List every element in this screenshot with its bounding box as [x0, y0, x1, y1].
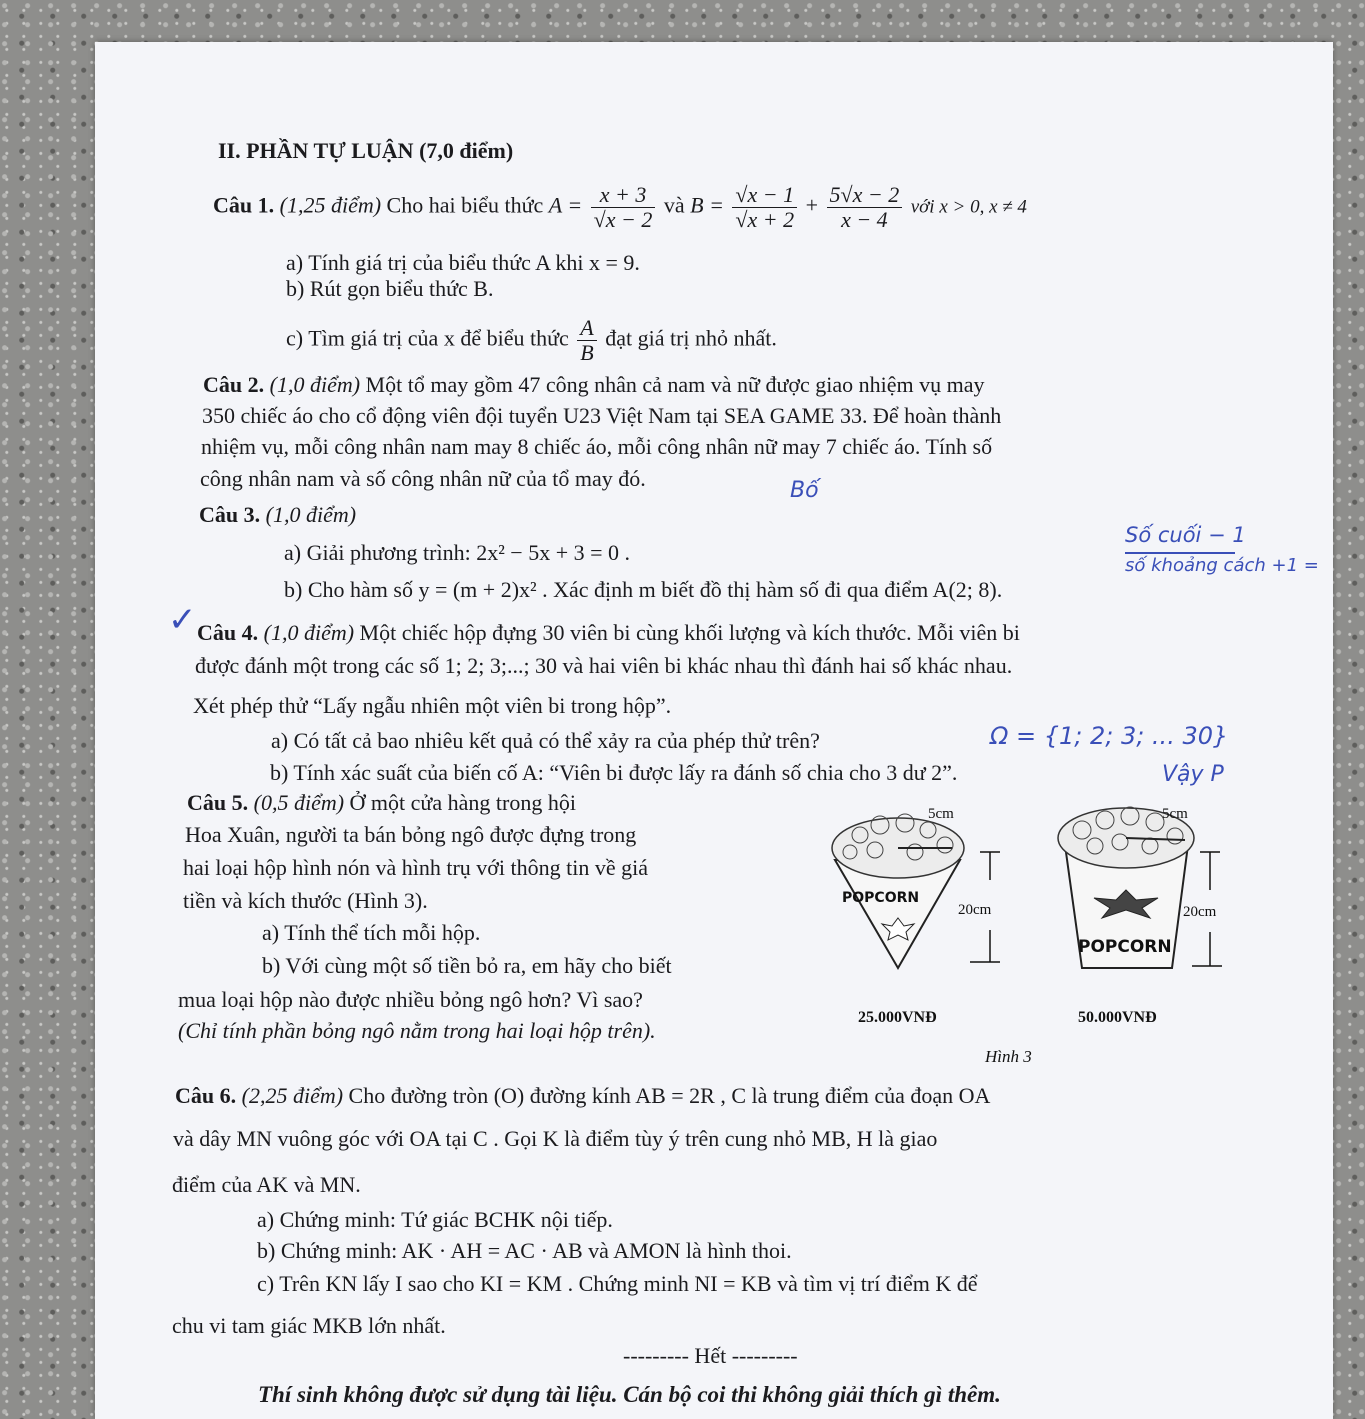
q1-B-lhs: B = — [690, 192, 724, 218]
q1-part-a: a) Tính giá trị của biểu thức A khi x = 9. — [286, 250, 640, 275]
q4-line-3: Xét phép thử “Lấy ngẫu nhiên một viên bi trong hộp”. — [193, 693, 672, 718]
end-marker: --------- Hết --------- — [623, 1343, 798, 1368]
q4-text-1: Một chiếc hộp đựng 30 viên bi cùng khối lượng và kích thước. Mỗi viên bi — [359, 620, 1020, 645]
handwriting-q3-note-1: Số cuối − 1 — [1125, 523, 1246, 547]
q2-line-1 — [203, 372, 985, 398]
handwriting-check-mark: ✓ — [168, 600, 197, 640]
q4-part-b: b) Tính xác suất của biến cố A: “Viên bi được lấy ra đánh số chia cho 3 dư 2”. — [270, 760, 958, 785]
q2-text-1: Một tổ may gồm 47 công nhân cả nam và nữ được giao nhiệm vụ may — [365, 372, 985, 397]
q2-line-3: nhiệm vụ, mỗi công nhân nam may 8 chiếc áo, mỗi công nhân nữ may 7 chiếc áo. Tính số — [201, 434, 993, 459]
q6-text-1: Cho đường tròn (O) đường kính AB = 2R , C là trung điểm của đoạn OA — [348, 1083, 991, 1108]
q5-line-3: hai loại hộp hình nón và hình trụ với thông tin về giá — [183, 855, 649, 880]
q6-line-4: chu vi tam giác MKB lớn nhất. — [172, 1313, 446, 1338]
q5-line-5: mua loại hộp nào được nhiều bỏng ngô hơn? Vì sao? — [178, 987, 643, 1012]
handwriting-q3-note-2: số khoảng cách +1 = — [1125, 555, 1319, 576]
q3-points: (1,0 điểm) — [265, 502, 357, 527]
q1-B-numerator-1: √x − 1 — [732, 183, 797, 208]
q3-part-b: b) Cho hàm số y = (m + 2)x² . Xác định m biết đồ thị hàm số đi qua điểm A(2; 8). — [284, 577, 1003, 602]
handwriting-q4-vay: Vậy P — [1162, 762, 1224, 787]
handwriting-q4-omega: Ω = {1; 2; 3; ... 30} — [990, 722, 1229, 750]
q6-line-3: điểm của AK và MN. — [172, 1172, 361, 1197]
q1-B-fraction-2 — [827, 183, 903, 232]
q4-line-1 — [197, 620, 1020, 646]
q6-line-1 — [175, 1083, 990, 1109]
cone-price-label: 25.000VNĐ — [858, 1009, 937, 1026]
q6-label: Câu 6. — [175, 1083, 237, 1108]
cone-brand-label: POPCORN — [842, 890, 920, 906]
q1-A-fraction — [591, 183, 656, 232]
q4-label: Câu 4. — [197, 620, 259, 645]
q1-B-denominator-2: x − 4 — [841, 207, 888, 233]
cylinder-diameter-label: 5cm — [1162, 806, 1188, 822]
footer-note: Thí sinh không được sử dụng tài liệu. Cán bộ coi thi không giải thích gì thêm. — [258, 1382, 1001, 1407]
q2-line-2: 350 chiếc áo cho cổ động viên đội tuyển U23 Việt Nam tại SEA GAME 33. Để hoàn thành — [202, 403, 1002, 428]
q1-AB-fraction — [577, 316, 596, 365]
q1-points: (1,25 điểm) — [279, 192, 382, 218]
q6-part-c: c) Trên KN lấy I sao cho KI = KM . Chứng minh NI = KB và tìm vị trí điểm K để — [257, 1271, 978, 1296]
cylinder-brand-label: POPCORN — [1078, 937, 1172, 957]
section-title: II. PHẦN TỰ LUẬN (7,0 điểm) — [218, 138, 514, 163]
q5-part-b: b) Với cùng một số tiền bỏ ra, em hãy cho biết — [262, 953, 672, 978]
cylinder-box-illustration — [1058, 807, 1194, 968]
q5-line-1 — [187, 790, 576, 816]
figure-3-popcorn — [820, 790, 1240, 1065]
q1-B-denominator-1: √x + 2 — [735, 207, 795, 233]
q5-note: (Chỉ tính phần bỏng ngô nằm trong hai loại hộp trên). — [178, 1018, 656, 1043]
q1-part-b: b) Rút gọn biểu thức B. — [286, 276, 494, 301]
handwriting-fraction-bar — [1125, 552, 1235, 554]
q5-label: Câu 5. — [187, 790, 249, 815]
q1-part-c-post: đạt giá trị nhỏ nhất. — [605, 325, 777, 351]
q6-points: (2,25 điểm) — [241, 1083, 344, 1108]
q1-plus: + — [805, 192, 819, 218]
q3-label: Câu 3. — [199, 502, 261, 527]
q1-B-fraction-1 — [732, 183, 797, 232]
cylinder-price-label: 50.000VNĐ — [1078, 1009, 1157, 1026]
figure-caption: Hình 3 — [985, 1047, 1032, 1065]
cylinder-height-label: 20cm — [1183, 904, 1217, 920]
cone-diameter-label: 5cm — [928, 806, 954, 822]
q2-line-4: công nhân nam và số công nhân nữ của tổ may đó. — [200, 466, 646, 491]
q2-points: (1,0 điểm) — [269, 372, 361, 397]
handwriting-q2-note: Bố — [790, 478, 819, 503]
q1-A-lhs: A = — [548, 192, 583, 218]
q1-intro: Cho hai biểu thức — [386, 192, 544, 218]
q6-part-a: a) Chứng minh: Tứ giác BCHK nội tiếp. — [257, 1207, 613, 1232]
q1-and: và — [663, 192, 685, 218]
cone-box-illustration — [832, 814, 964, 968]
q5-text-1: Ở một cửa hàng trong hội — [349, 790, 576, 815]
q3-part-a: a) Giải phương trình: 2x² − 5x + 3 = 0 . — [284, 540, 631, 565]
q5-points: (0,5 điểm) — [253, 790, 345, 815]
q1-condition: với x > 0, x ≠ 4 — [910, 196, 1027, 218]
q4-part-a: a) Có tất cả bao nhiêu kết quả có thể xảy ra của phép thử trên? — [271, 728, 820, 753]
q2-label: Câu 2. — [203, 372, 265, 397]
q6-line-2: và dây MN vuông góc với OA tại C . Gọi K là điểm tùy ý trên cung nhỏ MB, H là giao — [173, 1126, 938, 1151]
q1-AB-denominator: B — [580, 340, 594, 366]
q4-points: (1,0 điểm) — [263, 620, 355, 645]
q5-part-a: a) Tính thể tích mỗi hộp. — [262, 920, 481, 945]
q1-A-denominator: √x − 2 — [593, 207, 653, 233]
q1-AB-numerator: A — [577, 316, 596, 341]
q6-part-b: b) Chứng minh: AK · AH = AC · AB và AMON là hình thoi. — [257, 1238, 792, 1263]
q1-part-c — [286, 316, 777, 365]
q4-line-2: được đánh một trong các số 1; 2; 3;...; 30 và hai viên bi khác nhau thì đánh hai số khác nhau. — [195, 653, 1013, 678]
q3-heading — [199, 502, 356, 528]
q1-part-c-pre: c) Tìm giá trị của x để biểu thức — [286, 325, 569, 351]
q5-line-2: Hoa Xuân, người ta bán bỏng ngô được đựng trong — [185, 822, 637, 847]
q1-stem — [213, 183, 1027, 232]
cone-height-label: 20cm — [958, 902, 992, 918]
q1-label: Câu 1. — [213, 192, 275, 218]
q1-B-numerator-2: 5√x − 2 — [827, 183, 903, 208]
q1-A-numerator: x + 3 — [591, 183, 656, 208]
q5-line-4: tiền và kích thước (Hình 3). — [183, 888, 428, 913]
